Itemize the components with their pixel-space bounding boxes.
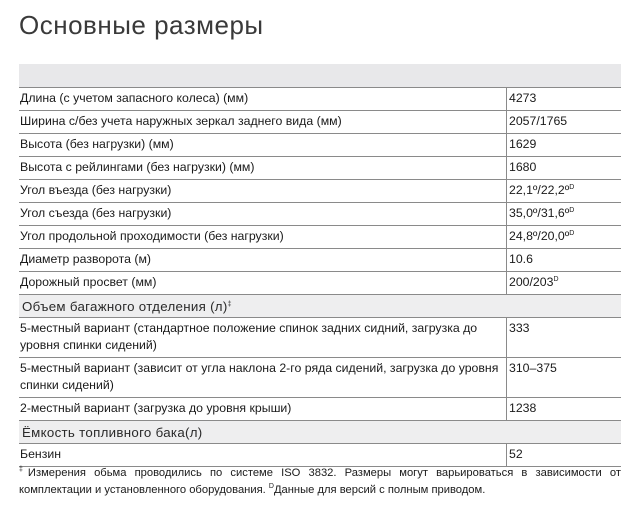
row-value: 4273 — [506, 88, 621, 110]
row-value: 52 — [506, 444, 621, 466]
table-row — [19, 318, 621, 358]
row-label: Длина (с учетом запасного колеса) (мм) — [20, 91, 249, 105]
row-label: 5-местный вариант (зависит от угла наклона 2-го ряда сидений, загрузка до уровня спинки сидений) — [20, 361, 499, 392]
row-label: Диаметр разворота (м) — [20, 252, 152, 266]
row-value: 35,0º/31,6º$^D$ — [506, 203, 621, 225]
table-row — [19, 358, 621, 398]
row-value: 310–375 — [506, 358, 621, 397]
row-value: $200/203^D$ — [506, 272, 621, 294]
row-label: Высота (без нагрузки) (мм) — [20, 137, 174, 151]
table-row — [19, 134, 621, 157]
dimensions-table — [19, 64, 621, 467]
row-value: 1238 — [506, 398, 621, 420]
table-row — [19, 180, 621, 203]
table-row — [19, 157, 621, 180]
row-value: 10.6 — [506, 249, 621, 271]
table-row — [19, 88, 621, 111]
table-header-band — [19, 64, 621, 88]
row-label: Высота с рейлингами (без нагрузки) (мм) — [20, 160, 255, 174]
table-row — [19, 398, 621, 421]
row-label: 5-местный вариант (стандартное положение спинок задних сидний, загрузка до уровня спинки сидений) — [20, 321, 478, 352]
section-fuel-header: Ёмкость топливного бака(л) — [19, 421, 621, 444]
row-label: Ширина с/без учета наружных зеркал заднего вида (мм) — [20, 114, 342, 128]
table-row — [19, 226, 621, 249]
row-value: 22,1º/22,2º$^D$ — [506, 180, 621, 202]
row-label: 2-местный вариант (загрузка до уровня крыши) — [20, 401, 292, 415]
row-label: Угол съезда (без нагрузки) — [20, 206, 172, 220]
row-label: Дорожный просвет (мм) — [20, 275, 157, 289]
row-value: 24,8º/20,0º$^D$ — [506, 226, 621, 248]
page-title: Основные размеры — [19, 10, 264, 40]
row-value: 1680 — [506, 157, 621, 179]
section-cargo-header: Объем багажного отделения (л)‡ — [19, 295, 621, 318]
row-value: 1629 — [506, 134, 621, 156]
table-row — [19, 111, 621, 134]
row-value: 2057/1765 — [506, 111, 621, 133]
row-label: Бензин — [20, 447, 61, 461]
row-label: Угол въезда (без нагрузки) — [20, 183, 172, 197]
footnote: ‡Измерения обьма проводились по системе ISO 3832. Размеры могут варьироваться в зависимости от комплектации и установленного оборудования. $^D$Данные для версий с полным приводом. — [19, 466, 621, 496]
row-value: 333 — [506, 318, 621, 357]
table-row — [19, 203, 621, 226]
table-row — [19, 272, 621, 295]
table-row — [19, 249, 621, 272]
table-row — [19, 444, 621, 466]
row-label: Угол продольной проходимости (без нагрузки) — [20, 229, 284, 243]
